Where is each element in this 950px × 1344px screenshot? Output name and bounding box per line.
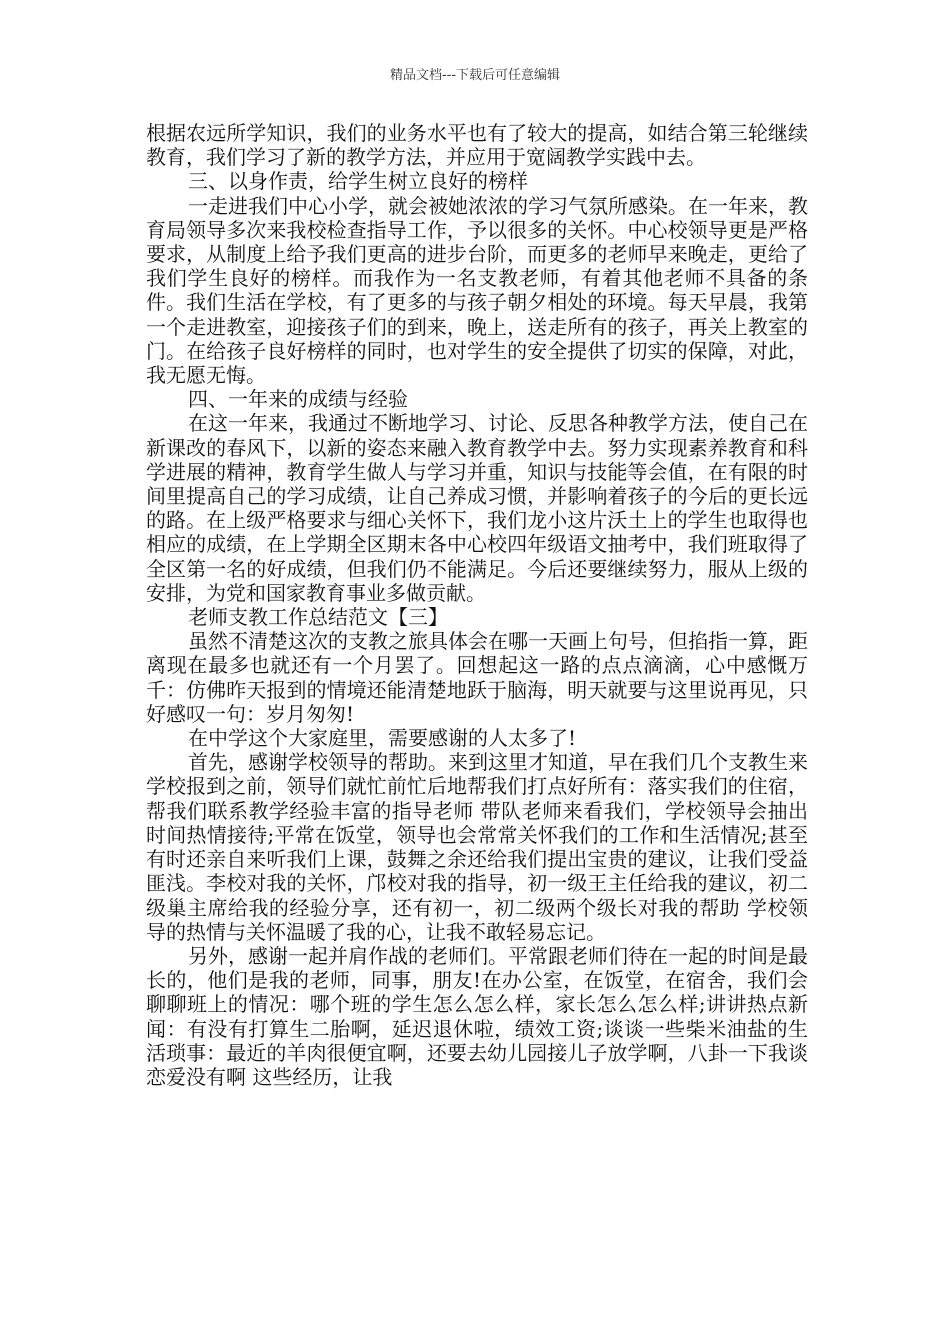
paragraph-3: 在这一年来，我通过不断地学习、讨论、反思各种教学方法，使自己在新课改的春风下，以新的姿态来融入教育教学中去。努力实现素养教育和科学进展的精神，教育学生做人与学习并重，知识与技能等会值，在有限的时间里提高自己的学习成绩，让自己养成习惯，并影响着孩子的今后的更长远的路。在上级严格要求与细心关怀下，我们龙小这片沃土上的学生也取得也相应的成绩，在上学期全区期末各中心校四年级语文抽考中，我们班取得了全区第一名的好成绩，但我们仍不能满足。今后还要继续努力，服从上级的安排，为党和国家教育事业多做贡献。	[146, 411, 808, 605]
section-heading-3: 三、以身作责，给学生树立良好的榜样	[188, 169, 528, 194]
paragraph-7: 另外，感谢一起并肩作战的老师们。平常跟老师们待在一起的时间是最长的，他们是我的老师，同事，朋友!在办公室，在饭堂，在宿舍，我们会聊聊班上的情况：哪个班的学生怎么怎么样，家长怎么怎么样;讲讲热点新闻：有没有打算生二胎啊，延迟退休啦，绩效工资;谈谈一些柴米油盐的生活琐事：最近的羊肉很便宜啊，还要去幼儿园接儿子放学啊，八卦一下我谈恋爱没有啊 这些经历，让我	[146, 943, 808, 1089]
page-header: 精品文档---下载后可任意编辑	[389, 68, 561, 83]
paragraph-5: 在中学这个大家庭里，需要感谢的人太多了!	[188, 726, 577, 751]
paragraph-2: 一走进我们中心小学，就会被她浓浓的学习气氛所感染。在一年来，教育局领导多次来我校检查指导工作，予以很多的关怀。中心校领导更是严格要求，从制度上给予我们更高的进步台阶，而更多的老师早来晚走，更给了我们学生良好的榜样。而我作为一名支教老师，有着其他老师不具备的条件。我们生活在学校，有了更多的与孩子朝夕相处的环境。每天早晨，我第一个走进教室，迎接孩子们的到来，晚上，送走所有的孩子，再关上教室的门。在给孩子良好榜样的同时，也对学生的安全提供了切实的保障，对此，我无愿无悔。	[146, 193, 808, 388]
paragraph-1: 根据农远所学知识，我们的业务水平也有了较大的提高，如结合第三轮继续教育，我们学习了新的教学方法，并应用于宽阔教学实践中去。	[146, 121, 808, 170]
section-heading-4: 四、一年来的成绩与经验	[188, 387, 408, 412]
paragraph-4: 虽然不清楚这次的支教之旅具体会在哪一天画上句号，但掐指一算，距离现在最多也就还有一个月罢了。回想起这一路的点点滴滴，心中感慨万千：仿佛昨天报到的情境还能清楚地跃于脑海，明天就要与这里说再见，只好感叹一句：岁月匆匆!	[146, 629, 808, 726]
paragraph-6: 首先，感谢学校领导的帮助。来到这里才知道，早在我们几个支教生来学校报到之前，领导们就忙前忙后地帮我们打点好所有：落实我们的住宿，帮我们联系教学经验丰富的指导老师 带队老师来看我们，学校领导会抽出时间热情接待;平常在饭堂，领导也会常常关怀我们的工作和生活情况;甚至有时还亲自来听我们上课，鼓舞之余还给我们提出宝贵的建议，让我们受益匪浅。李校对我的关怀，邝校对我的指导，初一级王主任给我的建议，初二级巢主席给我的经验分享，还有初一，初二级两个级长对我的帮助 学校领导的热情与关怀温暖了我的心，让我不敢轻易忘记。	[146, 750, 808, 944]
document-body	[146, 121, 808, 1089]
article-title: 老师支教工作总结范文【三】	[188, 605, 448, 630]
